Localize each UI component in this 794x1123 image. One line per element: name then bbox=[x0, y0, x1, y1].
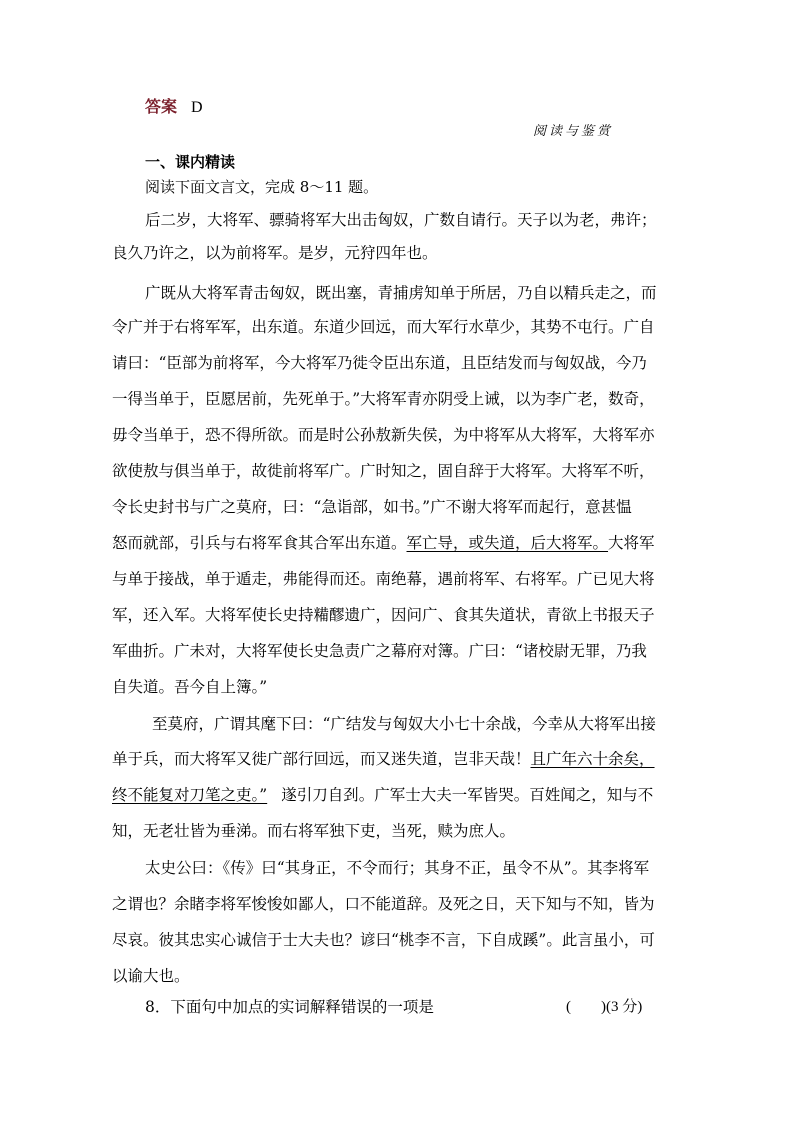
subsection-heading: 一、课内精读 bbox=[145, 153, 236, 171]
passage-segment: 大将军 bbox=[608, 534, 655, 552]
passage-line: 与单于接战，单于遁走，弗能得而还。南绝幕，遇前将军、右将军。广已见大将 bbox=[112, 570, 655, 588]
instruction-text: 阅读下面文言文，完成 8～11 题。 bbox=[145, 178, 379, 196]
answer-line bbox=[145, 96, 203, 119]
passage-line: 请曰：“臣部为前将军，今大将军乃徙令臣出东道，且臣结发而与匈奴战，今乃 bbox=[112, 354, 647, 372]
passage-line: 令广并于右将军军，出东道。东道少回远，而大军行水草少，其势不屯行。广自 bbox=[112, 318, 655, 336]
question-8-points: ( )(3 分) bbox=[566, 999, 643, 1015]
passage-line: 欲使敖与俱当单于，故徙前将军广。广时知之，固自辞于大将军。大将军不听， bbox=[112, 462, 655, 480]
passage-line bbox=[112, 533, 655, 553]
passage-line: 尽哀。彼其忠实心诚信于士大夫也？谚曰“桃李不言，下自成蹊”。此言虽小，可 bbox=[112, 931, 655, 949]
passage-segment: 遂引刀自刭。广军士大夫一军皆哭。百姓闻之，知与不 bbox=[281, 786, 654, 804]
passage-line: 以谕大也。 bbox=[112, 967, 190, 985]
passage-line: 自失道。吾今自上簿。” bbox=[112, 678, 268, 696]
passage-line: 军曲折。广未对，大将军使长史急责广之幕府对簿。广曰：“诸校尉无罪，乃我 bbox=[112, 642, 647, 660]
underlined-sentence: 终不能复对刀笔之吏。” bbox=[112, 786, 268, 804]
passage-line: 知，无老壮皆为垂涕。而右将军独下吏，当死，赎为庶人。 bbox=[112, 822, 516, 840]
passage-line: 令长史封书与广之莫府，曰：“急诣部，如书。”广不谢大将军而起行，意甚愠 bbox=[112, 498, 632, 516]
answer-label: 答案 bbox=[145, 97, 178, 116]
passage-line bbox=[112, 785, 653, 805]
question-8: 8．下面句中加点的实词解释错误的一项是 bbox=[145, 998, 434, 1016]
passage-line bbox=[112, 749, 655, 769]
passage-line: 良久乃许之，以为前将军。是岁，元狩四年也。 bbox=[112, 244, 438, 262]
section-heading: 阅读与鉴赏 bbox=[533, 124, 614, 139]
passage-line: 毋令当单于，恐不得所欲。而是时公孙敖新失侯，为中将军从大将军，大将军亦 bbox=[112, 426, 655, 444]
passage-line: 一得当单于，臣愿居前，先死单于。”大将军青亦阴受上诫，以为李广老，数奇， bbox=[112, 390, 655, 408]
passage-line: 后二岁，大将军、骠骑将军大出击匈奴，广数自请行。天子以为老，弗许； bbox=[145, 211, 657, 229]
passage-line: 之谓也？余睹李将军悛悛如鄙人，口不能道辞。及死之日，天下知与不知，皆为 bbox=[112, 895, 655, 913]
passage-line: 至莫府，广谓其麾下曰：“广结发与匈奴大小七十余战，今幸从大将军出接 bbox=[152, 715, 656, 733]
passage-segment: 怒而就部，引兵与右将军食其合军出东道。 bbox=[112, 534, 407, 552]
answer-value: D bbox=[191, 99, 203, 116]
passage-line: 广既从大将军青击匈奴，既出塞，青捕虏知单于所居，乃自以精兵走之，而 bbox=[145, 284, 657, 302]
passage-line: 太史公曰：《传》曰“其身正，不令而行；其身不正，虽令不从”。其李将军 bbox=[145, 859, 650, 877]
underlined-sentence: 且广年六十余矣， bbox=[530, 750, 655, 768]
passage-line: 军，还入军。大将军使长史持糒醪遗广，因问广、食其失道状，青欲上书报天子 bbox=[112, 606, 655, 624]
passage-segment: 单于兵，而大将军又徙广部行回远，而又迷失道，岂非天哉！ bbox=[112, 750, 531, 768]
underlined-sentence: 军亡导，或失道，后大将军。 bbox=[406, 534, 609, 552]
